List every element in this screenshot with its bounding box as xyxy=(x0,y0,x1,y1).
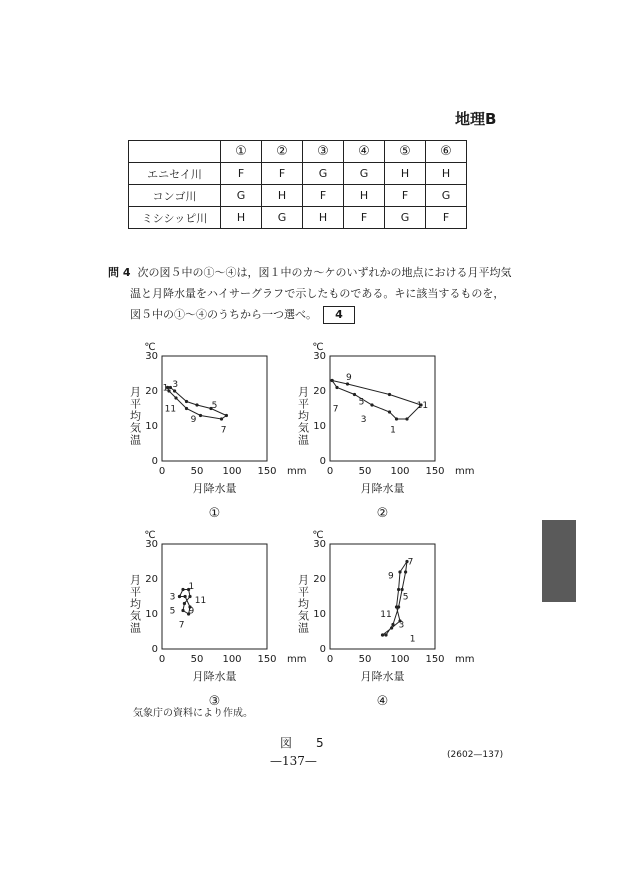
month-label: 7 xyxy=(407,557,414,568)
table-column-header: ④ xyxy=(344,141,385,163)
x-axis-label: 月降水量 xyxy=(360,670,405,683)
y-tick-label: 30 xyxy=(313,351,326,362)
hythergraph-line xyxy=(168,388,227,420)
y-tick-label: 20 xyxy=(145,386,158,397)
table-cell: H xyxy=(303,207,344,229)
y-tick-label: 20 xyxy=(313,574,326,585)
month-label: 9 xyxy=(188,606,195,617)
x-tick-label: 100 xyxy=(222,654,242,665)
row-label: ミシシッピ川 xyxy=(129,207,221,229)
question-text-1: 次の図５中の①～④は，図１中のカ～ケのいずれかの地点における月平均気 xyxy=(137,266,512,279)
x-tick-label: 0 xyxy=(158,654,166,665)
panel-number: ③ xyxy=(208,694,221,709)
table-column-header: ⑤ xyxy=(385,141,426,163)
month-label: 3 xyxy=(360,415,367,425)
y-unit-label: ℃ xyxy=(312,342,324,353)
panel-number: ② xyxy=(376,506,389,521)
question-text-3: 図５中の①～④のうちから一つ選べ。 xyxy=(130,308,317,321)
x-tick-label: 50 xyxy=(358,466,372,477)
data-point xyxy=(331,379,334,382)
subject-header: 地理B xyxy=(455,110,497,128)
month-label: 11 xyxy=(380,610,392,620)
data-point xyxy=(395,417,398,420)
month-label: 7 xyxy=(220,425,227,436)
month-label: 7 xyxy=(178,620,185,631)
table-cell: G xyxy=(262,207,303,229)
y-tick-label: 0 xyxy=(151,456,158,467)
data-point xyxy=(388,410,391,413)
y-tick-label: 10 xyxy=(313,609,326,620)
row-label: エニセイ川 xyxy=(129,163,221,185)
table-cell: H xyxy=(385,163,426,185)
data-point xyxy=(335,386,338,389)
x-tick-label: 50 xyxy=(358,654,372,665)
x-tick-label: 0 xyxy=(326,654,334,665)
month-label: 1 xyxy=(162,383,169,394)
data-point xyxy=(397,605,400,608)
hythergraph-line xyxy=(332,381,421,420)
figure-caption: 図 5 xyxy=(280,736,330,750)
table-cell: F xyxy=(303,185,344,207)
x-tick-label: 150 xyxy=(425,466,445,477)
data-point xyxy=(391,623,394,626)
y-tick-label: 20 xyxy=(145,574,158,585)
table-column-header: ③ xyxy=(303,141,344,163)
table-cell: G xyxy=(221,185,262,207)
y-unit-label: ℃ xyxy=(312,530,324,541)
x-tick-label: 0 xyxy=(326,466,334,477)
question-text-2: 温と月降水量をハイサーグラフで示したものである。キに該当するものを， xyxy=(130,287,505,300)
month-label: 5 xyxy=(358,397,365,408)
data-point xyxy=(195,403,198,406)
page-number: —137— xyxy=(270,754,317,768)
data-point xyxy=(404,570,407,573)
x-tick-label: 50 xyxy=(190,466,204,477)
y-tick-label: 10 xyxy=(145,609,158,620)
month-label: 5 xyxy=(402,592,409,603)
x-unit-label: mm xyxy=(455,654,475,665)
data-point xyxy=(353,393,356,396)
plot-frame xyxy=(330,544,435,649)
x-tick-label: 100 xyxy=(222,466,242,477)
data-point xyxy=(370,403,373,406)
y-tick-label: 20 xyxy=(313,386,326,397)
plot-frame xyxy=(162,544,267,649)
y-axis-label: 月平均気温 xyxy=(128,386,142,446)
y-tick-label: 0 xyxy=(319,644,326,655)
y-unit-label: ℃ xyxy=(144,530,156,541)
table-cell: G xyxy=(344,163,385,185)
data-point xyxy=(401,588,404,591)
answer-box[interactable]: 4 xyxy=(323,306,355,324)
y-unit-label: ℃ xyxy=(144,342,156,353)
y-tick-label: 0 xyxy=(319,456,326,467)
y-tick-label: 30 xyxy=(145,351,158,362)
month-label: 3 xyxy=(169,592,176,603)
data-point xyxy=(225,414,228,417)
table-cell: F xyxy=(262,163,303,185)
table-cell: G xyxy=(303,163,344,185)
data-point xyxy=(181,609,184,612)
month-label: 11 xyxy=(416,401,429,411)
month-label: 9 xyxy=(388,571,394,582)
data-point xyxy=(220,417,223,420)
table-cell: H xyxy=(221,207,262,229)
month-label: 1 xyxy=(409,634,416,645)
month-label: 5 xyxy=(169,606,176,617)
table-cell: G xyxy=(385,207,426,229)
data-point xyxy=(397,588,400,591)
y-tick-label: 10 xyxy=(313,421,326,432)
x-unit-label: mm xyxy=(287,466,307,477)
data-point xyxy=(184,595,187,598)
data-point xyxy=(390,626,393,629)
data-point xyxy=(398,570,401,573)
x-tick-label: 0 xyxy=(158,466,166,477)
y-tick-label: 0 xyxy=(151,644,158,655)
month-label: 9 xyxy=(190,415,197,425)
x-tick-label: 100 xyxy=(390,654,410,665)
page-code: (2602—137) xyxy=(447,750,504,760)
panel-number: ④ xyxy=(376,694,389,709)
table-cell: F xyxy=(344,207,385,229)
table-column-header: ② xyxy=(262,141,303,163)
x-tick-label: 150 xyxy=(425,654,445,665)
y-axis-label: 月平均気温 xyxy=(128,574,142,634)
table-cell: G xyxy=(426,185,467,207)
month-label: 11 xyxy=(194,596,207,606)
y-axis-label: 月平均気温 xyxy=(296,574,310,634)
data-point xyxy=(405,417,408,420)
table-column-header: ⑥ xyxy=(426,141,467,163)
x-unit-label: mm xyxy=(455,466,475,477)
x-axis-label: 月降水量 xyxy=(360,482,405,495)
month-label: 1 xyxy=(188,582,195,592)
row-label: コンゴ川 xyxy=(129,185,221,207)
month-label: 3 xyxy=(172,380,179,390)
table-cell: F xyxy=(426,207,467,229)
table-cell: H xyxy=(262,185,303,207)
data-point xyxy=(199,414,202,417)
data-point xyxy=(174,396,177,399)
table-cell: F xyxy=(221,163,262,185)
x-tick-label: 100 xyxy=(390,466,410,477)
x-tick-label: 50 xyxy=(190,654,204,665)
source-note: 気象庁の資料により作成。 xyxy=(133,708,253,719)
table-cell: H xyxy=(344,185,385,207)
month-label: 3 xyxy=(398,620,405,631)
month-label: 9 xyxy=(346,373,352,383)
x-axis-label: 月降水量 xyxy=(192,670,237,683)
data-point xyxy=(181,588,184,591)
panel-number: ① xyxy=(208,506,221,521)
y-tick-label: 30 xyxy=(145,539,158,550)
table-cell: F xyxy=(385,185,426,207)
data-point xyxy=(183,602,186,605)
month-label: 1 xyxy=(390,425,396,436)
x-tick-label: 150 xyxy=(257,654,277,665)
question-number: 問 4 xyxy=(108,266,131,279)
y-axis-label: 月平均気温 xyxy=(296,386,310,446)
table-cell: H xyxy=(426,163,467,185)
data-point xyxy=(388,393,391,396)
month-label: 5 xyxy=(211,401,218,411)
x-unit-label: mm xyxy=(287,654,307,665)
data-point xyxy=(188,595,191,598)
data-point xyxy=(178,595,181,598)
table-column-header: ① xyxy=(221,141,262,163)
y-tick-label: 30 xyxy=(313,539,326,550)
side-index-tab xyxy=(542,520,576,602)
x-axis-label: 月降水量 xyxy=(192,482,237,495)
data-point xyxy=(185,407,188,410)
data-point xyxy=(185,400,188,403)
data-point xyxy=(384,633,387,636)
x-tick-label: 150 xyxy=(257,466,277,477)
month-label: 11 xyxy=(164,404,177,415)
y-tick-label: 10 xyxy=(145,421,158,432)
month-label: 7 xyxy=(332,404,339,415)
data-point xyxy=(381,633,384,636)
